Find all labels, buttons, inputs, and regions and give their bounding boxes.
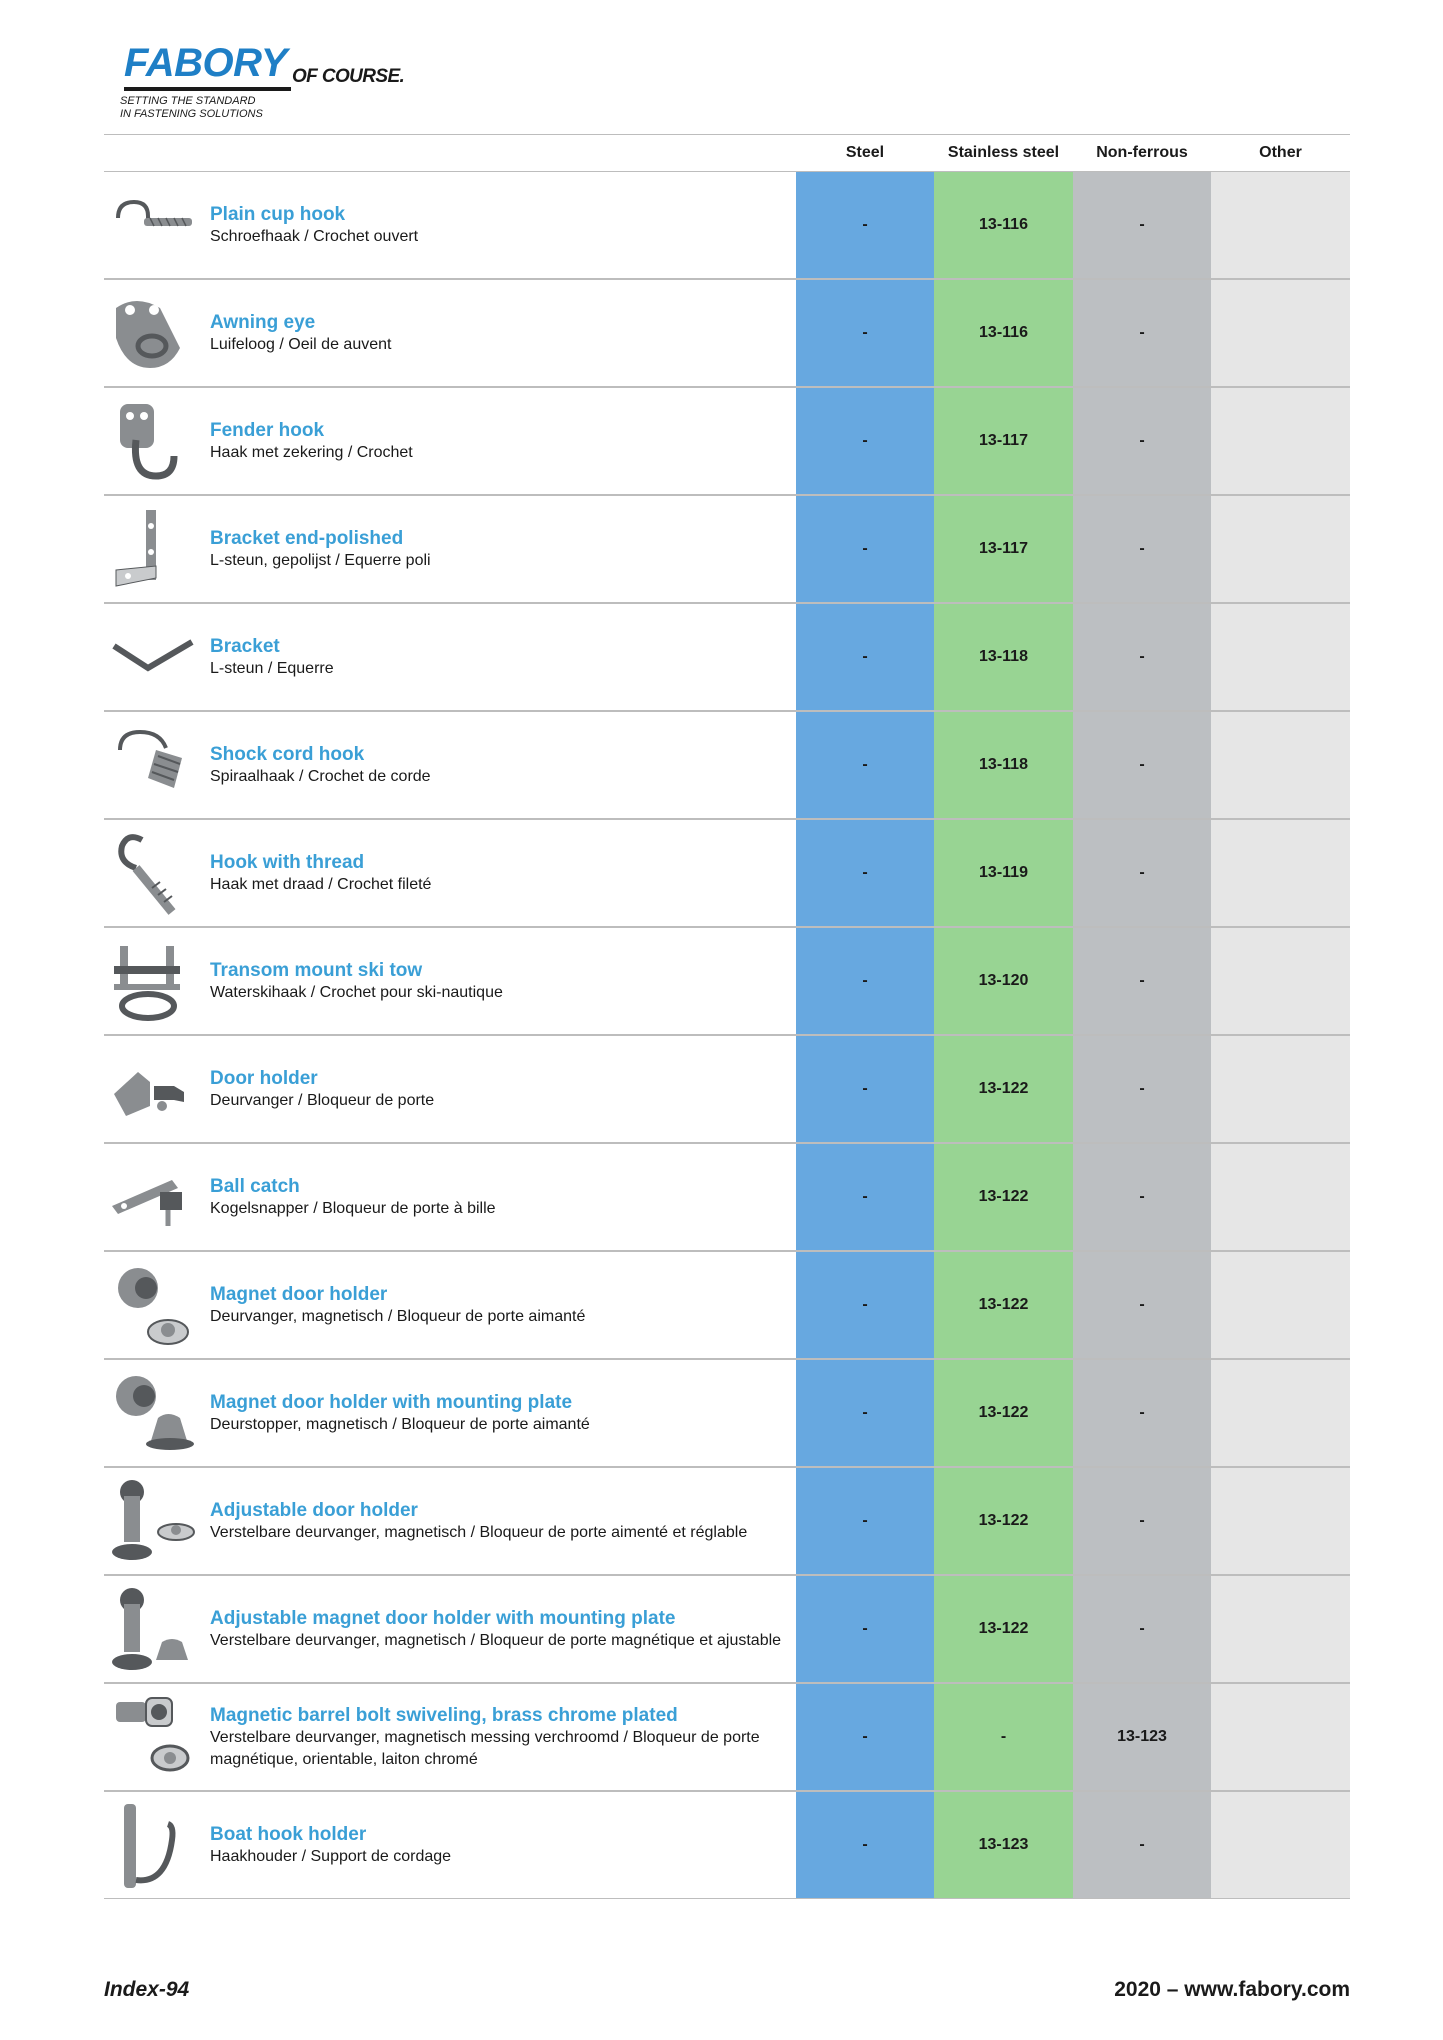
header-steel: Steel [845,144,885,161]
product-title: Plain cup hook [210,203,346,225]
stainless-steel-value: 13-118 [979,648,1028,665]
other-cell [1211,712,1350,818]
table-row [104,1036,1350,1144]
product-translation: L-steun / Equerre [210,659,334,677]
stainless-steel-value: 13-122 [978,1080,1029,1097]
stainless-steel-value: 13-122 [978,1512,1029,1529]
fabory-logo [116,40,416,130]
adjustable-door-holder-icon [106,1476,198,1566]
product-description [210,1144,790,1250]
product-description [210,820,790,926]
hook-with-thread-icon [106,828,198,918]
non-ferrous-value: 13-123 [1117,1728,1167,1745]
product-title: Magnet door holder [210,1283,388,1305]
product-translation: Kogelsnapper / Bloqueur de porte à bille [210,1199,496,1217]
steel-cell [796,172,934,278]
boat-hook-holder-icon [106,1800,198,1890]
stainless-steel-value: 13-122 [978,1404,1029,1421]
other-cell [1211,1576,1350,1682]
logo-tagline-line-1: SETTING THE STANDARD [120,95,256,107]
non-ferrous-cell [1073,496,1211,602]
other-cell [1211,1252,1350,1358]
awning-eye-icon [106,288,198,378]
table-row [104,1684,1350,1792]
non-ferrous-value: - [1139,864,1145,881]
stainless-steel-value: 13-116 [979,216,1028,233]
stainless-steel-cell [934,1792,1073,1898]
product-translation: L-steun, gepolijst / Equerre poli [210,551,431,569]
product-description [210,1576,790,1682]
stainless-steel-value: 13-119 [979,864,1028,881]
header-other: Other [1259,144,1302,161]
stainless-steel-cell [934,172,1073,278]
other-cell [1211,388,1350,494]
stainless-steel-value: 13-117 [979,432,1028,449]
product-translation: Verstelbare deurvanger, magnetisch messing verchroomd / Bloqueur de porte magnétique, orientable, laiton chromé [210,1728,760,1768]
product-title: Magnetic barrel bolt swiveling, brass chrome plated [210,1704,678,1726]
non-ferrous-value: - [1139,1080,1145,1097]
stainless-steel-value: 13-122 [978,1296,1029,1313]
table-header [104,134,1350,172]
logo-brand: FABORY [124,41,287,85]
logo-slogan: OF COURSE. [292,66,405,87]
table-row [104,496,1350,604]
table-row [104,1792,1350,1899]
product-title: Bracket [210,635,280,657]
non-ferrous-cell [1073,1576,1211,1682]
steel-cell [796,820,934,926]
stainless-steel-value: 13-117 [979,540,1028,557]
non-ferrous-cell [1073,928,1211,1034]
logo-tagline [120,95,340,121]
product-description [210,1360,790,1466]
table-row [104,280,1350,388]
product-title: Ball catch [210,1175,300,1197]
steel-cell [796,1792,934,1898]
non-ferrous-cell [1073,1792,1211,1898]
table-row [104,820,1350,928]
product-translation: Verstelbare deurvanger, magnetisch / Bloqueur de porte aimenté et réglable [210,1523,748,1541]
non-ferrous-value: - [1139,1620,1145,1637]
product-description [210,496,790,602]
product-title: Adjustable magnet door holder with mounting plate [210,1607,676,1629]
stainless-steel-cell [934,388,1073,494]
product-title: Fender hook [210,419,325,441]
steel-value: - [862,1836,868,1853]
product-translation: Haak met draad / Crochet fileté [210,875,432,893]
barrel-bolt-icon [106,1692,198,1782]
product-translation: Luifeloog / Oeil de auvent [210,335,392,353]
product-description [210,604,790,710]
magnet-door-holder-icon [106,1260,198,1350]
non-ferrous-value: - [1139,1512,1145,1529]
table-row [104,388,1350,496]
steel-value: - [862,1728,868,1745]
product-description [210,712,790,818]
stainless-steel-value: 13-122 [978,1620,1029,1637]
non-ferrous-value: - [1139,648,1145,665]
stainless-steel-cell [934,1576,1073,1682]
product-description [210,172,790,278]
product-title: Door holder [210,1067,318,1089]
table-row [104,1468,1350,1576]
non-ferrous-cell [1073,280,1211,386]
steel-cell [796,1360,934,1466]
table-row [104,172,1350,280]
steel-cell [796,1252,934,1358]
non-ferrous-cell [1073,604,1211,710]
product-description [210,928,790,1034]
other-cell [1211,604,1350,710]
steel-value: - [862,1620,868,1637]
other-cell [1211,1360,1350,1466]
steel-value: - [862,1404,868,1421]
header-stainless-steel: Stainless steel [947,144,1060,161]
steel-value: - [862,540,868,557]
product-title: Bracket end-polished [210,527,404,549]
steel-cell [796,1684,934,1790]
other-cell [1211,280,1350,386]
product-translation: Spiraalhaak / Crochet de corde [210,767,431,785]
product-translation: Verstelbare deurvanger, magnetisch / Bloqueur de porte magnétique et ajustable [210,1631,782,1649]
steel-cell [796,1576,934,1682]
non-ferrous-value: - [1139,1836,1145,1853]
steel-cell [796,1468,934,1574]
product-description [210,1252,790,1358]
steel-value: - [862,648,868,665]
product-title: Transom mount ski tow [210,959,423,981]
logo-underline [124,87,291,91]
non-ferrous-cell [1073,388,1211,494]
non-ferrous-cell [1073,1684,1211,1790]
page-index-label: Index-94 [104,1978,190,2001]
product-title: Adjustable door holder [210,1499,418,1521]
table-row [104,1252,1350,1360]
stainless-steel-value: - [1000,1728,1007,1745]
steel-cell [796,280,934,386]
stainless-steel-cell [934,496,1073,602]
table-row [104,712,1350,820]
product-description [210,1792,790,1898]
non-ferrous-value: - [1139,756,1145,773]
non-ferrous-value: - [1139,1188,1145,1205]
product-translation: Waterskihaak / Crochet pour ski-nautique [210,983,503,1001]
product-translation: Deurstopper, magnetisch / Bloqueur de porte aimanté [210,1415,590,1433]
stainless-steel-cell [934,712,1073,818]
other-cell [1211,1036,1350,1142]
steel-value: - [862,756,868,773]
steel-value: - [862,324,868,341]
magnet-door-holder-plate-icon [106,1368,198,1458]
shock-cord-hook-icon [106,720,198,810]
product-description [210,1684,790,1790]
steel-cell [796,1036,934,1142]
stainless-steel-value: 13-116 [979,324,1028,341]
steel-value: - [862,1512,868,1529]
table-row [104,604,1350,712]
non-ferrous-cell [1073,172,1211,278]
non-ferrous-value: - [1139,432,1145,449]
non-ferrous-value: - [1139,1404,1145,1421]
product-title: Magnet door holder with mounting plate [210,1391,573,1413]
logo-tagline-line-2: IN FASTENING SOLUTIONS [120,108,263,120]
steel-value: - [862,1296,868,1313]
product-translation: Schroefhaak / Crochet ouvert [210,227,419,245]
other-cell [1211,172,1350,278]
product-description [210,1036,790,1142]
non-ferrous-cell [1073,712,1211,818]
other-cell [1211,928,1350,1034]
steel-value: - [862,1080,868,1097]
stainless-steel-value: 13-123 [978,1836,1029,1853]
door-holder-icon [106,1044,198,1134]
non-ferrous-value: - [1139,540,1145,557]
stainless-steel-value: 13-120 [978,972,1029,989]
stainless-steel-cell [934,1252,1073,1358]
stainless-steel-cell [934,1036,1073,1142]
cup-hook-icon [106,180,198,270]
ball-catch-icon [106,1152,198,1242]
bracket-end-polished-icon [106,504,198,594]
stainless-steel-cell [934,820,1073,926]
other-cell [1211,820,1350,926]
steel-cell [796,712,934,818]
stainless-steel-cell [934,1144,1073,1250]
table-row [104,1576,1350,1684]
footer-website: 2020 – www.fabory.com [1114,1978,1350,2001]
steel-value: - [862,972,868,989]
stainless-steel-cell [934,604,1073,710]
other-cell [1211,496,1350,602]
non-ferrous-cell [1073,1252,1211,1358]
product-title: Hook with thread [210,851,365,873]
stainless-steel-cell [934,1684,1073,1790]
stainless-steel-value: 13-118 [979,756,1028,773]
non-ferrous-cell [1073,1360,1211,1466]
non-ferrous-cell [1073,1036,1211,1142]
non-ferrous-cell [1073,1144,1211,1250]
other-cell [1211,1144,1350,1250]
steel-cell [796,928,934,1034]
steel-cell [796,1144,934,1250]
other-cell [1211,1684,1350,1790]
table-body [104,172,1350,1899]
steel-cell [796,496,934,602]
non-ferrous-cell [1073,1468,1211,1574]
steel-cell [796,388,934,494]
non-ferrous-value: - [1139,1296,1145,1313]
table-row [104,1144,1350,1252]
table-row [104,1360,1350,1468]
steel-value: - [862,1188,868,1205]
product-description [210,280,790,386]
non-ferrous-value: - [1139,324,1145,341]
product-description [210,1468,790,1574]
non-ferrous-value: - [1139,216,1145,233]
product-index-table [104,134,1350,1899]
product-translation: Haak met zekering / Crochet [210,443,413,461]
stainless-steel-cell [934,928,1073,1034]
steel-value: - [862,864,868,881]
product-description [210,388,790,494]
header-non-ferrous: Non-ferrous [1096,144,1188,161]
steel-cell [796,604,934,710]
product-title: Awning eye [210,311,316,333]
stainless-steel-cell [934,1360,1073,1466]
non-ferrous-cell [1073,820,1211,926]
other-cell [1211,1792,1350,1898]
product-translation: Deurvanger / Bloqueur de porte [210,1091,435,1109]
steel-value: - [862,432,868,449]
stainless-steel-cell [934,1468,1073,1574]
product-translation: Haakhouder / Support de cordage [210,1847,452,1865]
product-title: Boat hook holder [210,1823,367,1845]
product-title: Shock cord hook [210,743,365,765]
fender-hook-icon [106,396,198,486]
product-translation: Deurvanger, magnetisch / Bloqueur de porte aimanté [210,1307,586,1325]
bracket-icon [106,612,198,702]
stainless-steel-value: 13-122 [978,1188,1029,1205]
stainless-steel-cell [934,280,1073,386]
adjustable-magnet-door-holder-icon [106,1584,198,1674]
table-row [104,928,1350,1036]
ski-tow-icon [106,936,198,1026]
steel-value: - [862,216,868,233]
other-cell [1211,1468,1350,1574]
non-ferrous-value: - [1139,972,1145,989]
